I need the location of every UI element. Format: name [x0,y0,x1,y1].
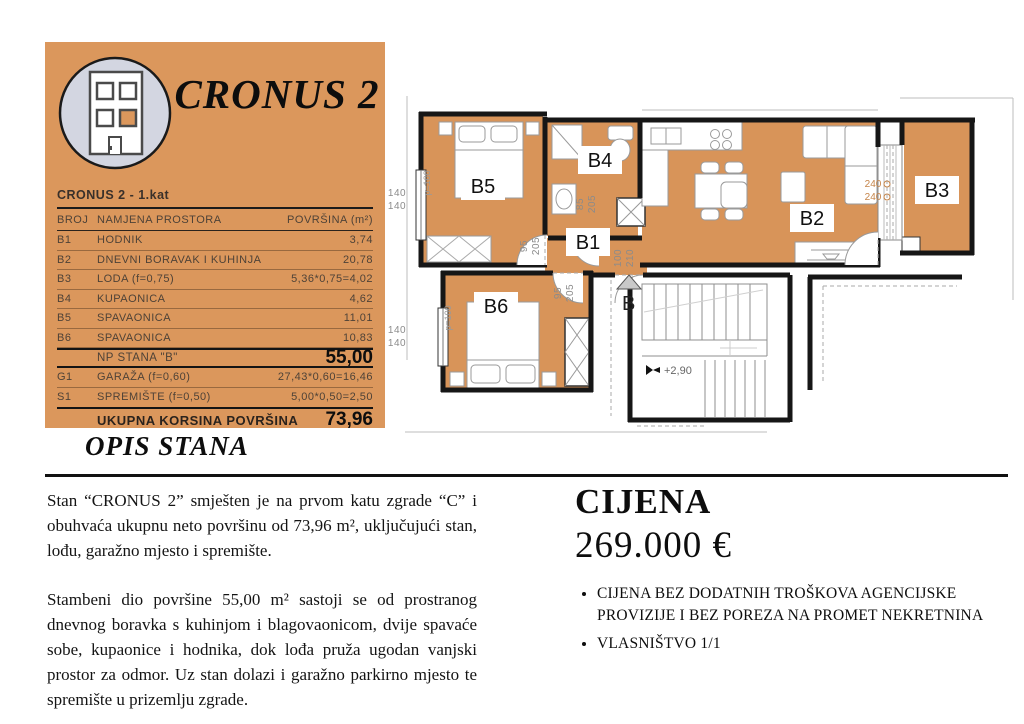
svg-text:240: 240 [864,179,882,190]
room-label-b3: B3 [924,180,950,202]
table-row: B5 SPAVAONICA 11,01 [57,309,373,329]
room-label-b2: B2 [799,208,825,230]
col-povrsina: POVRŠINA (m²) [287,214,373,226]
description-heading: OPIS STANA [85,431,249,461]
price-heading: CIJENA [575,482,712,521]
svg-text:p=100: p=100 [422,170,432,196]
subtotal-row: NP STANA "B" 55,00 [57,348,373,368]
svg-text:205: 205 [531,236,542,256]
level-marker-icon [646,365,660,375]
svg-text:95: 95 [519,239,530,253]
balcony-window [878,145,902,240]
wardrobe-icon [565,318,589,386]
loggia-niche [902,237,920,252]
svg-text:95: 95 [553,286,564,300]
table-row: B2 DNEVNI BORAVAK I KUHINJA 20,78 [57,251,373,271]
stairs-icon [642,284,767,418]
price-block [575,482,1013,662]
table-row: B3 LODA (f=0,75) 5,36*0,75=4,02 [57,270,373,290]
svg-text:140: 140 [387,201,407,212]
area-table [57,182,373,431]
svg-text:205: 205 [565,283,576,303]
room-label-b6: B6 [483,296,509,318]
price-notes [597,583,1013,655]
svg-text:p=100: p=100 [443,305,453,331]
svg-text:205: 205 [587,194,598,214]
room-label-b4: B4 [587,150,613,172]
floorplan-drawing [375,88,1024,438]
price-amount: 269.000 € [575,525,732,566]
table-band: CRONUS 2 - 1.kat [57,182,373,209]
description-paragraph: Stambeni dio površine 55,00 m² sastoji se od prostranog dnevnog boravka s kuhinjom i blagovaonicom, dvije spavaće sobe, kupaonice i hodnika, dok lođa pruža ugodan vanjski prostor za odmor. Uz stan dolazi i garažno parkirno mjesto te spremište u prizemlju zgrade. [47,589,477,709]
building-logo-icon [57,55,173,171]
table-row: B4 KUPAONICA 4,62 [57,290,373,310]
sink-icon [552,184,576,214]
svg-text:140: 140 [387,338,407,349]
shower-icon [552,125,582,159]
col-broj: BROJ [57,214,89,226]
svg-text:140: 140 [387,188,407,199]
table-row: B6 SPAVAONICA 10,83 [57,329,373,349]
table-row: S1 SPREMIŠTE (f=0,50) 5,00*0,50=2,50 [57,391,373,404]
table-row: G1 GARAŽA (f=0,60) 27,43*0,60=16,46 [57,368,373,388]
svg-text:210: 210 [625,248,636,268]
wardrobe-icon [427,236,491,262]
table-row: B1 HODNIK 3,74 [57,231,373,251]
price-note: • CIJENA BEZ DODATNIH TROŠKOVA AGENCIJSKE PROVIZIJE I BEZ POREZA NA PROMET NEKRETNINA [597,583,1013,626]
svg-text:240: 240 [864,192,882,203]
room-label-b5: B5 [470,176,496,198]
svg-text:100: 100 [613,248,624,268]
project-title: CRONUS 2 [174,71,380,117]
card-header [45,42,385,182]
svg-text:85: 85 [575,197,586,211]
room-label-b1: B1 [575,232,601,254]
price-note: • VLASNIŠTVO 1/1 [597,633,1013,655]
divider-line [45,474,1008,477]
entrance-label: B [622,293,636,315]
col-namjena: NAMJENA PROSTORA [97,214,222,226]
total-row: UKUPNA KORSINA POVRŠINA 73,96 [57,407,373,431]
level-label: +2,90 [664,365,692,377]
table-header-row [57,209,373,231]
description-paragraph: Stan “CRONUS 2” smješten je na prvom katu zgrade “C” i obuhvaća ukupnu neto površinu od 73,96 m², uključujući stan, lođu, garažno mjesto i spremište. [47,491,477,560]
svg-text:140: 140 [387,325,407,336]
description-text [47,489,477,713]
coffee-table-icon [781,172,805,202]
closet-icon [617,198,645,226]
armchair-icon [721,182,747,208]
project-card [45,42,385,428]
